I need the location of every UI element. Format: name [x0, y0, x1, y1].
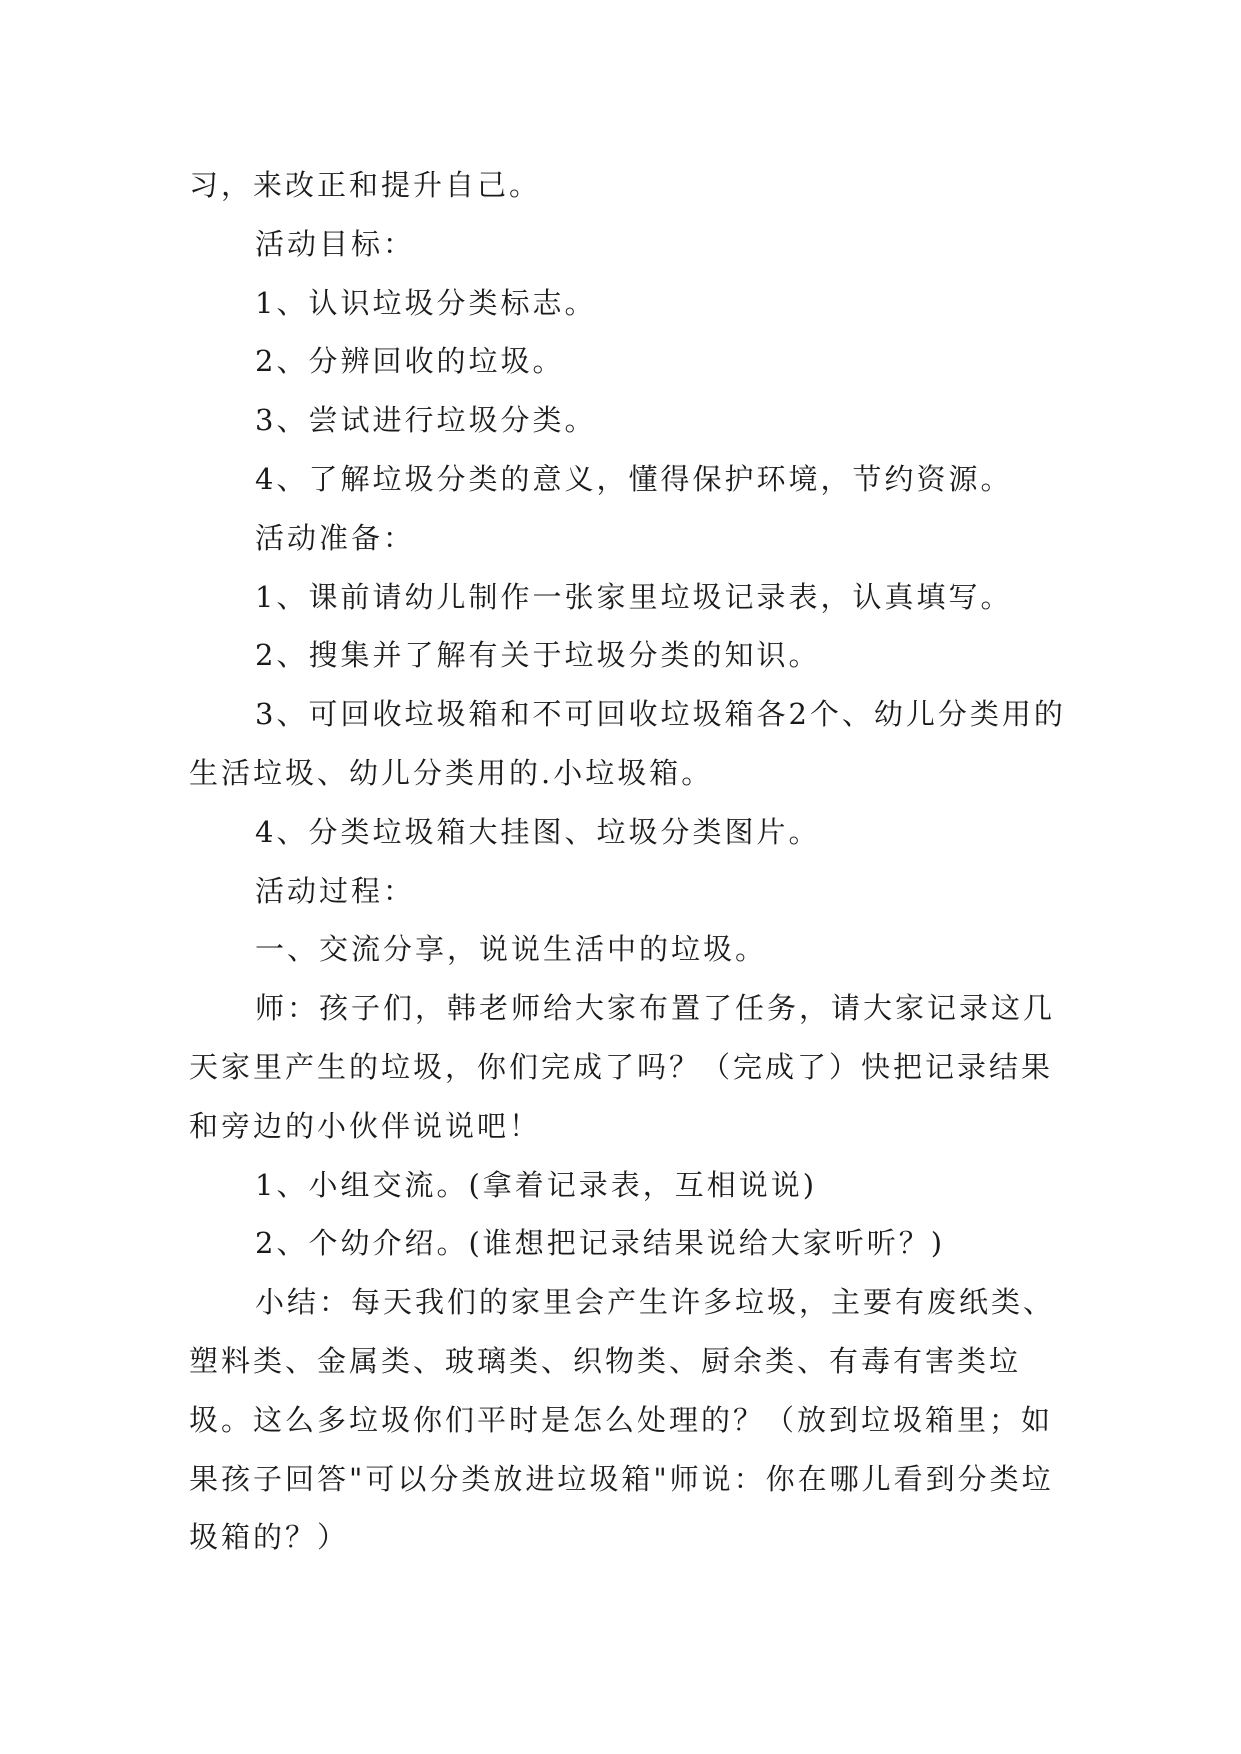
list-item: 4、分类垃圾箱大挂图、垃圾分类图片。: [255, 814, 821, 849]
paragraph: 习，来改正和提升自己。: [189, 168, 542, 202]
list-item: 3、可回收垃圾箱和不可回收垃圾箱各2个、幼儿分类用的生活垃圾、幼儿分类用的.小垃圾箱。: [189, 697, 1066, 790]
paragraph: 小结：每天我们的家里会产生许多垃圾，主要有废纸类、塑料类、金属类、玻璃类、织物类、厨余类、有毒有害类垃圾。这么多垃圾你们平时是怎么处理的？（放到垃圾箱里；如果孩子回答"可以分类放进垃圾箱"师说：你在哪儿看到分类垃圾箱的？）: [189, 1285, 1056, 1555]
list-item: 3、尝试进行垃圾分类。: [255, 403, 597, 438]
list-item: 1、认识垃圾分类标志。: [255, 285, 597, 320]
section-heading: 活动目标：: [255, 226, 416, 261]
document-body: [189, 156, 1069, 1567]
list-item: 1、小组交流。(拿着记录表，互相说说): [255, 1167, 818, 1202]
section-heading: 活动过程：: [255, 873, 416, 908]
subsection-heading: 一、交流分享，说说生活中的垃圾。: [255, 932, 768, 967]
list-item: 2、个幼介绍。(谁想把记录结果说给大家听听？): [255, 1226, 946, 1261]
list-item: 2、分辨回收的垃圾。: [255, 344, 565, 379]
section-heading: 活动准备：: [255, 520, 416, 555]
list-item: 1、课前请幼儿制作一张家里垃圾记录表，认真填写。: [255, 579, 1013, 614]
paragraph: 师：孩子们，韩老师给大家布置了任务，请大家记录这几天家里产生的垃圾，你们完成了吗？（完成了）快把记录结果和旁边的小伙伴说说吧！: [189, 991, 1056, 1143]
list-item: 4、了解垃圾分类的意义，懂得保护环境，节约资源。: [255, 461, 1013, 496]
list-item: 2、搜集并了解有关于垃圾分类的知识。: [255, 638, 821, 673]
